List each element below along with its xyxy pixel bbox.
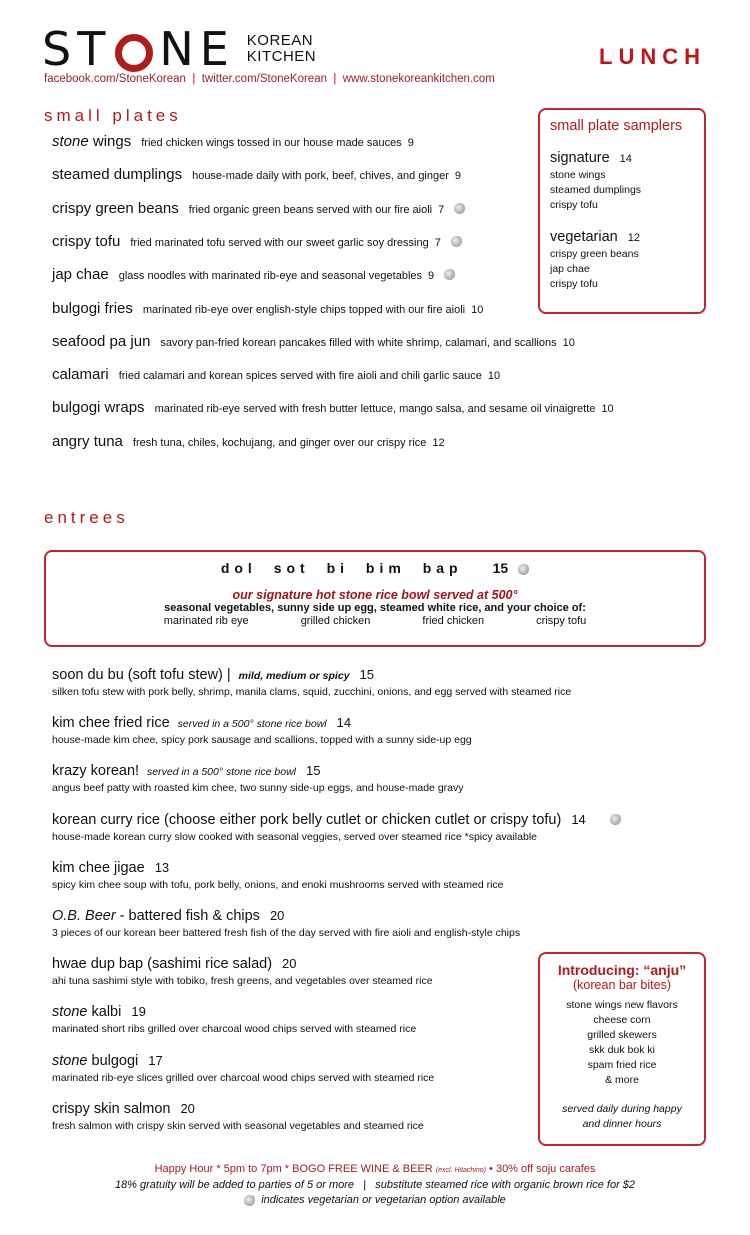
entree-item bbox=[52, 666, 571, 698]
small-plate-item bbox=[52, 399, 614, 417]
item-description: fried marinated tofu served with our sweet garlic soy dressing bbox=[130, 236, 429, 249]
item-name-text: bulgogi fries bbox=[52, 299, 133, 317]
logo-sub-korean: KOREAN bbox=[246, 32, 314, 49]
entree-item bbox=[52, 1100, 424, 1132]
entree-item bbox=[52, 907, 520, 939]
small-plate-item bbox=[52, 300, 483, 318]
entree-item bbox=[52, 1052, 434, 1084]
item-price: 7 bbox=[438, 203, 445, 216]
item-description: fried organic green beans served with our fire aioli bbox=[188, 203, 433, 216]
sampler-price: 14 bbox=[619, 153, 632, 165]
sampler-item: crispy green beans bbox=[550, 248, 639, 260]
anju-title: Introducing: “anju” bbox=[557, 962, 687, 978]
anju-item: cheese corn bbox=[593, 1014, 651, 1026]
item-price: 10 bbox=[601, 403, 614, 416]
item-description: marinated short ribs grilled over charcoal wood chips served with steamed rice bbox=[52, 1023, 417, 1036]
sampler-name-text: signature bbox=[550, 150, 610, 166]
item-name bbox=[52, 956, 272, 972]
item-name bbox=[52, 908, 260, 924]
item-name-text: seafood pa jun bbox=[52, 332, 151, 350]
gratuity-note: 18% gratuity will be added to parties of 5 or more | substitute steamed rice with organic brown rice for $2 bbox=[114, 1179, 636, 1191]
item-description: house-made daily with pork, beef, chives, and ginger bbox=[192, 170, 449, 183]
item-name bbox=[52, 233, 120, 250]
featured-name: dol sot bi bim bap bbox=[220, 560, 463, 576]
item-name bbox=[52, 333, 150, 350]
entree-title-line bbox=[52, 811, 621, 829]
entree-title-line bbox=[52, 1003, 416, 1021]
anju-item: skk duk bok ki bbox=[589, 1044, 655, 1056]
item-price: 19 bbox=[131, 1004, 146, 1020]
entree-item bbox=[52, 1003, 416, 1035]
item-name-text: angry tuna bbox=[52, 432, 123, 450]
item-name-text: crispy green beans bbox=[52, 199, 179, 217]
item-price: 12 bbox=[432, 436, 445, 449]
logo-sub-kitchen: KITCHEN bbox=[246, 48, 317, 65]
item-note: mild, medium or spicy bbox=[238, 670, 350, 682]
item-price: 20 bbox=[269, 908, 285, 923]
sampler-name bbox=[550, 150, 704, 166]
item-price: 10 bbox=[562, 336, 575, 349]
social-links: facebook.com/StoneKorean | twitter.com/StoneKorean | www.stonekoreankitchen.com bbox=[44, 73, 495, 85]
anju-subtitle: (korean bar bites) bbox=[573, 978, 671, 992]
item-name-prefix: O.B. Beer bbox=[52, 908, 116, 924]
item-description: fresh tuna, chiles, kochujang, and ginger over our crispy rice bbox=[132, 436, 427, 449]
entree-title-line bbox=[52, 907, 520, 925]
sampler-item: stone wings bbox=[550, 169, 606, 181]
item-name-text: krazy korean! bbox=[52, 763, 140, 780]
soju-offer: • 30% off soju carafes bbox=[485, 1163, 596, 1175]
entree-title-line bbox=[52, 762, 464, 780]
item-description: marinated rib-eye served with fresh butter lettuce, mango salsa, and sesame oil vinaigrette bbox=[154, 403, 596, 416]
footer bbox=[0, 1162, 750, 1208]
item-name-text: - battered fish & chips bbox=[115, 908, 260, 924]
samplers-box bbox=[538, 108, 706, 314]
small-plate-item bbox=[52, 133, 414, 151]
item-description: marinated rib-eye slices grilled over charcoal wood chips served with steamed rice bbox=[52, 1071, 435, 1084]
entree-title-line bbox=[52, 666, 571, 684]
item-description: angus beef patty with roasted kim chee, two sunny side-up eggs, and house-made gravy bbox=[52, 782, 464, 795]
item-name bbox=[52, 200, 179, 217]
entree-item bbox=[52, 859, 504, 891]
item-name bbox=[52, 300, 133, 317]
featured-tagline: our signature hot stone rice bowl served at 500° bbox=[232, 588, 518, 602]
samplers-title: small plate samplers bbox=[550, 118, 683, 134]
featured-price: 15 bbox=[492, 560, 509, 576]
item-name-text: steamed dumplings bbox=[52, 166, 183, 184]
item-name bbox=[52, 715, 170, 731]
vegetarian-icon bbox=[451, 236, 462, 247]
small-plate-item bbox=[52, 200, 465, 218]
anju-item: grilled skewers bbox=[587, 1029, 657, 1041]
small-plate-item bbox=[52, 433, 445, 451]
vegetarian-icon bbox=[244, 1195, 255, 1206]
item-name-text: kim chee fried rice bbox=[52, 715, 170, 732]
item-name-text: korean curry rice (choose either pork belly cutlet or chicken cutlet or crispy tofu) bbox=[52, 811, 562, 828]
item-name-text: bulgogi wraps bbox=[52, 399, 145, 417]
small-plate-item bbox=[52, 233, 462, 251]
entree-title-line bbox=[52, 955, 433, 973]
item-name bbox=[52, 860, 145, 876]
item-description: silken tofu stew with pork belly, shrimp, manila clams, squid, zucchini, onions, and egg served with steamed rice bbox=[52, 686, 572, 698]
small-plate-item bbox=[52, 333, 575, 351]
item-name bbox=[52, 812, 561, 828]
item-price: 10 bbox=[487, 370, 501, 383]
item-price: 17 bbox=[148, 1052, 163, 1068]
sampler-item: crispy tofu bbox=[550, 199, 598, 211]
item-price: 20 bbox=[180, 1100, 195, 1116]
anju-footnote: and dinner hours bbox=[582, 1118, 662, 1130]
item-name bbox=[52, 166, 182, 183]
logo bbox=[42, 22, 317, 76]
item-note: served in a 500° stone rice bowl bbox=[177, 718, 327, 731]
item-name-text: hwae dup bap (sashimi rice salad) bbox=[52, 956, 273, 973]
item-price: 7 bbox=[434, 236, 441, 249]
featured-choice: crispy tofu bbox=[536, 615, 587, 627]
item-name-text: kim chee jigae bbox=[52, 859, 145, 876]
small-plates-heading: small plates bbox=[44, 106, 182, 125]
vegetarian-icon bbox=[454, 203, 465, 214]
item-description: 3 pieces of our korean beer battered fresh fish of the day served with fire aioli and english-style chips bbox=[52, 927, 521, 939]
featured-choices bbox=[46, 615, 704, 627]
item-note: served in a 500° stone rice bowl bbox=[147, 766, 296, 779]
featured-description: seasonal vegetables, sunny side up egg, steamed white rice, and your choice of: bbox=[164, 602, 586, 614]
small-plate-item bbox=[52, 266, 455, 284]
item-description: ahi tuna sashimi style with tobiko, fresh greens, and vegetables over steamed rice bbox=[52, 975, 433, 988]
vegetarian-icon bbox=[610, 814, 621, 825]
item-price: 9 bbox=[407, 137, 414, 149]
item-price: 20 bbox=[282, 956, 297, 972]
happy-hour-exclusion: (excl. Hitachino) bbox=[435, 1167, 486, 1174]
item-name bbox=[52, 763, 139, 779]
entrees-heading: entrees bbox=[44, 508, 129, 527]
small-plate-item bbox=[52, 366, 500, 384]
item-name-text: kalbi bbox=[87, 1004, 122, 1021]
item-price: 9 bbox=[454, 170, 462, 183]
item-name-text: wings bbox=[88, 133, 132, 150]
sampler-price: 12 bbox=[627, 232, 640, 244]
item-description: fried chicken wings tossed in our house made sauces bbox=[141, 137, 402, 149]
item-price: 10 bbox=[471, 303, 484, 316]
item-price: 15 bbox=[359, 667, 375, 682]
item-name bbox=[52, 1053, 138, 1069]
item-price: 14 bbox=[571, 811, 586, 827]
item-description: spicy kim chee soup with tofu, pork belly, onions, and enoki mushrooms served with steamed rice bbox=[52, 878, 504, 891]
item-name-prefix: stone bbox=[52, 1004, 88, 1021]
item-name bbox=[52, 667, 231, 683]
item-price: 9 bbox=[428, 270, 435, 283]
item-name bbox=[52, 399, 145, 416]
featured-choice: fried chicken bbox=[422, 615, 485, 627]
item-description: savory pan-fried korean pancakes filled with white shrimp, calamari, and scallions bbox=[160, 336, 557, 349]
item-description: fried calamari and korean spices served with fire aioli and chili garlic sauce bbox=[118, 370, 482, 383]
item-price: 15 bbox=[306, 763, 321, 779]
entree-item bbox=[52, 714, 472, 746]
item-name-text: calamari bbox=[52, 366, 109, 384]
featured-choice: marinated rib eye bbox=[163, 615, 249, 627]
featured-entree-box bbox=[44, 550, 706, 647]
item-name bbox=[52, 133, 131, 150]
sampler-item: crispy tofu bbox=[550, 278, 598, 290]
entree-item bbox=[52, 762, 464, 794]
item-name bbox=[52, 433, 123, 450]
sampler-name bbox=[550, 229, 704, 245]
anju-box bbox=[538, 952, 706, 1146]
item-description: marinated rib-eye over english-style chips topped with our fire aioli bbox=[142, 303, 466, 316]
anju-item: & more bbox=[605, 1074, 639, 1086]
item-name bbox=[52, 266, 109, 283]
vegetarian-icon bbox=[444, 269, 455, 280]
vegetarian-legend: indicates vegetarian or vegetarian option available bbox=[261, 1194, 506, 1206]
happy-hour: Happy Hour * 5pm to 7pm * BOGO FREE WINE & BEER bbox=[154, 1163, 433, 1175]
featured-choice: grilled chicken bbox=[300, 615, 371, 627]
item-name bbox=[52, 366, 109, 383]
sampler-name-text: vegetarian bbox=[550, 229, 618, 245]
item-name-text: soon du bu (soft tofu stew) | bbox=[52, 667, 231, 683]
entree-title-line bbox=[52, 859, 504, 877]
item-name-prefix: stone bbox=[52, 133, 89, 150]
item-name bbox=[52, 1004, 121, 1020]
item-name-prefix: stone bbox=[52, 1052, 88, 1069]
item-description: fresh salmon with crispy skin served with seasonal vegetables and steamed rice bbox=[52, 1119, 424, 1132]
item-name-text: crispy skin salmon bbox=[52, 1100, 171, 1117]
entree-title-line bbox=[52, 1052, 434, 1070]
anju-item: stone wings new flavors bbox=[566, 999, 678, 1011]
item-price: 13 bbox=[154, 859, 170, 875]
vegetarian-icon bbox=[518, 564, 529, 575]
item-price: 14 bbox=[336, 715, 352, 731]
logo-wordmark: ST NE bbox=[42, 22, 235, 76]
item-name-text: jap chae bbox=[52, 266, 109, 284]
item-description: house-made korean curry slow cooked with seasonal veggies, served over steamed rice *spicy available bbox=[52, 830, 537, 843]
entree-item bbox=[52, 955, 433, 987]
enso-circle-icon bbox=[115, 34, 153, 72]
entree-item bbox=[52, 811, 621, 843]
meal-title: LUNCH bbox=[599, 44, 706, 69]
entree-title-line bbox=[52, 1100, 424, 1118]
item-description: house-made kim chee, spicy pork sausage and scallions, topped with a sunny side-up egg bbox=[52, 734, 472, 747]
sampler-item: steamed dumplings bbox=[550, 184, 642, 196]
anju-footnote: served daily during happy bbox=[562, 1103, 682, 1115]
entree-title-line bbox=[52, 714, 472, 732]
anju-item: spam fried rice bbox=[587, 1059, 657, 1071]
item-name bbox=[52, 1101, 170, 1117]
item-name-text: crispy tofu bbox=[52, 232, 121, 250]
item-name-text: bulgogi bbox=[87, 1052, 139, 1069]
item-description: glass noodles with marinated rib-eye and seasonal vegetables bbox=[118, 270, 423, 283]
sampler-item: jap chae bbox=[550, 263, 590, 275]
small-plate-item bbox=[52, 166, 461, 184]
